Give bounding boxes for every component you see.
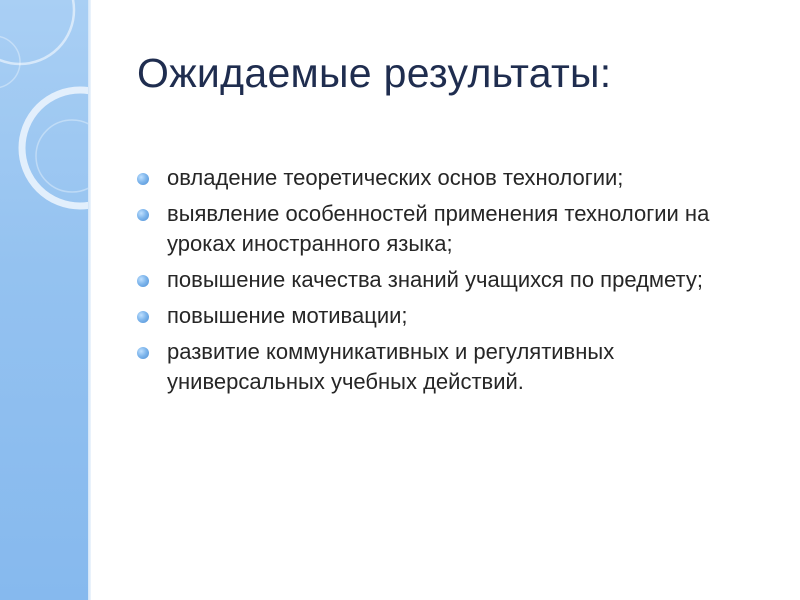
circle-bullet-icon (137, 347, 149, 359)
decorative-circles-icon (0, 0, 88, 600)
bullet-text: повышение мотивации; (167, 303, 408, 328)
bullet-item (137, 163, 777, 193)
side-panel-edge (88, 0, 91, 600)
bullet-list (137, 163, 777, 403)
circle-bullet-icon (137, 173, 149, 185)
bullet-item (137, 337, 777, 397)
circle-bullet-icon (137, 275, 149, 287)
bullet-item (137, 199, 777, 259)
slide-title: Ожидаемые результаты: (137, 50, 612, 96)
bullet-text: выявление особенностей применения технологии на уроках иностранного языка; (167, 201, 710, 256)
bullet-item (137, 301, 777, 331)
bullet-item (137, 265, 777, 295)
bullet-text: повышение качества знаний учащихся по предмету; (167, 267, 703, 292)
bullet-text: овладение теоретических основ технологии; (167, 165, 624, 190)
side-panel (0, 0, 88, 600)
circle-bullet-icon (137, 209, 149, 221)
bullet-text: развитие коммуникативных и регулятивных универсальных учебных действий. (167, 339, 615, 394)
circle-bullet-icon (137, 311, 149, 323)
